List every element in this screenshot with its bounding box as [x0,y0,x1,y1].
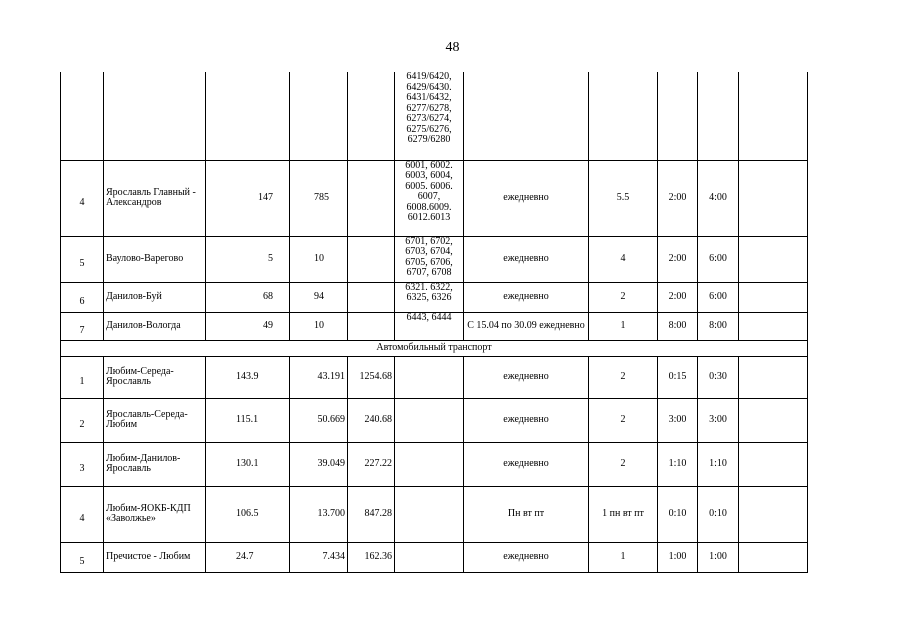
length-cell: 24.7 [206,542,290,572]
schedule-cell: ежедневно [464,442,589,486]
table-row [61,236,808,282]
table-row [61,282,808,312]
schedule-cell: ежедневно [464,282,589,312]
time-end-cell: 0:10 [698,486,739,542]
row-number-cell: 6 [61,282,104,312]
time-end-cell: 0:30 [698,356,739,398]
time-end-cell: 3:00 [698,398,739,442]
cost-cell [348,312,395,340]
schedule-cell: ежедневно [464,398,589,442]
passengers-cell: 39.049 [290,442,348,486]
empty-cell [739,356,808,398]
table-row [61,160,808,236]
route-cell: Ваулово-Варегово [104,236,206,282]
pairs-cell: 4 [589,236,658,282]
passengers-cell: 10 [290,236,348,282]
route-cell: Любим-Середа-Ярославль [104,356,206,398]
cost-cell: 847.28 [348,486,395,542]
pairs-cell [589,72,658,160]
length-cell: 68 [206,282,290,312]
schedule-cell: ежедневно [464,356,589,398]
time-start-cell: 2:00 [658,282,698,312]
row-number-cell: 4 [61,486,104,542]
empty-cell [739,442,808,486]
row-number-cell: 5 [61,542,104,572]
route-cell: Ярославль Главный - Александров [104,160,206,236]
row-number-cell: 5 [61,236,104,282]
train-numbers-cell: 6321. 6322, 6325, 6326 [395,282,464,312]
train-numbers-cell [395,398,464,442]
section-row [61,340,808,356]
empty-cell [739,72,808,160]
table-row [61,542,808,572]
cost-cell: 240.68 [348,398,395,442]
length-cell: 147 [206,160,290,236]
row-number-cell: 2 [61,398,104,442]
table-row [61,356,808,398]
passengers-cell: 13.700 [290,486,348,542]
empty-cell [739,542,808,572]
row-number-cell: 3 [61,442,104,486]
train-numbers-cell: 6001, 6002. 6003, 6004, 6005. 6006. 6007, 6008.6009. 6012.6013 [395,160,464,236]
train-numbers-cell: 6443, 6444 [395,312,464,340]
cost-cell: 162.36 [348,542,395,572]
route-cell: Ярославль-Середа-Любим [104,398,206,442]
table-row [61,312,808,340]
cost-cell [348,72,395,160]
route-cell: Данилов-Буй [104,282,206,312]
pairs-cell: 2 [589,442,658,486]
schedule-cell: ежедневно [464,236,589,282]
schedule-cell: С 15.04 по 30.09 ежедневно [464,312,589,340]
schedule-cell: ежедневно [464,542,589,572]
cost-cell [348,160,395,236]
time-start-cell: 2:00 [658,236,698,282]
length-cell: 49 [206,312,290,340]
pairs-cell: 1 пн вт пт [589,486,658,542]
train-numbers-cell: 6419/6420, 6429/6430. 6431/6432, 6277/6278, 6273/6274, 6275/6276, 6279/6280 [395,72,464,160]
train-numbers-cell: 6701, 6702, 6703, 6704, 6705, 6706, 6707, 6708 [395,236,464,282]
pairs-cell: 2 [589,398,658,442]
passengers-cell: 10 [290,312,348,340]
cost-cell [348,282,395,312]
route-cell [104,72,206,160]
table-row [61,486,808,542]
pairs-cell: 1 [589,312,658,340]
table-row [61,398,808,442]
time-end-cell: 6:00 [698,236,739,282]
length-cell: 5 [206,236,290,282]
empty-cell [739,282,808,312]
time-start-cell: 2:00 [658,160,698,236]
schedule-cell: Пн вт пт [464,486,589,542]
row-number-cell: 7 [61,312,104,340]
row-number-cell: 4 [61,160,104,236]
schedule-cell [464,72,589,160]
section-title: Автомобильный транспорт [61,340,808,356]
time-end-cell: 8:00 [698,312,739,340]
row-number-cell [61,72,104,160]
cost-cell: 227.22 [348,442,395,486]
empty-cell [739,312,808,340]
time-end-cell: 4:00 [698,160,739,236]
route-cell: Данилов-Вологда [104,312,206,340]
cost-cell [348,236,395,282]
pairs-cell: 2 [589,282,658,312]
empty-cell [739,398,808,442]
time-end-cell: 6:00 [698,282,739,312]
empty-cell [739,236,808,282]
time-start-cell: 1:10 [658,442,698,486]
cost-cell: 1254.68 [348,356,395,398]
length-cell: 130.1 [206,442,290,486]
table-row [61,72,808,160]
route-cell: Пречистое - Любим [104,542,206,572]
train-numbers-cell [395,542,464,572]
schedule-cell: ежедневно [464,160,589,236]
pairs-cell: 1 [589,542,658,572]
length-cell: 115.1 [206,398,290,442]
empty-cell [739,160,808,236]
route-cell: Любим-Данилов-Ярославль [104,442,206,486]
passengers-cell [290,72,348,160]
empty-cell [739,486,808,542]
time-start-cell: 0:15 [658,356,698,398]
train-numbers-cell [395,356,464,398]
pairs-cell: 2 [589,356,658,398]
length-cell [206,72,290,160]
passengers-cell: 94 [290,282,348,312]
passengers-cell: 50.669 [290,398,348,442]
schedule-table [60,72,808,573]
time-start-cell: 3:00 [658,398,698,442]
passengers-cell: 785 [290,160,348,236]
page-number: 48 [445,40,460,55]
passengers-cell: 7.434 [290,542,348,572]
length-cell: 106.5 [206,486,290,542]
train-numbers-cell [395,442,464,486]
pairs-cell: 5.5 [589,160,658,236]
time-start-cell: 1:00 [658,542,698,572]
table-row [61,442,808,486]
time-end-cell: 1:10 [698,442,739,486]
train-numbers-cell [395,486,464,542]
time-end-cell: 1:00 [698,542,739,572]
row-number-cell: 1 [61,356,104,398]
time-start-cell: 0:10 [658,486,698,542]
passengers-cell: 43.191 [290,356,348,398]
route-cell: Любим-ЯОКБ-КДП «Заволжье» [104,486,206,542]
time-start-cell [658,72,698,160]
time-start-cell: 8:00 [658,312,698,340]
length-cell: 143.9 [206,356,290,398]
time-end-cell [698,72,739,160]
